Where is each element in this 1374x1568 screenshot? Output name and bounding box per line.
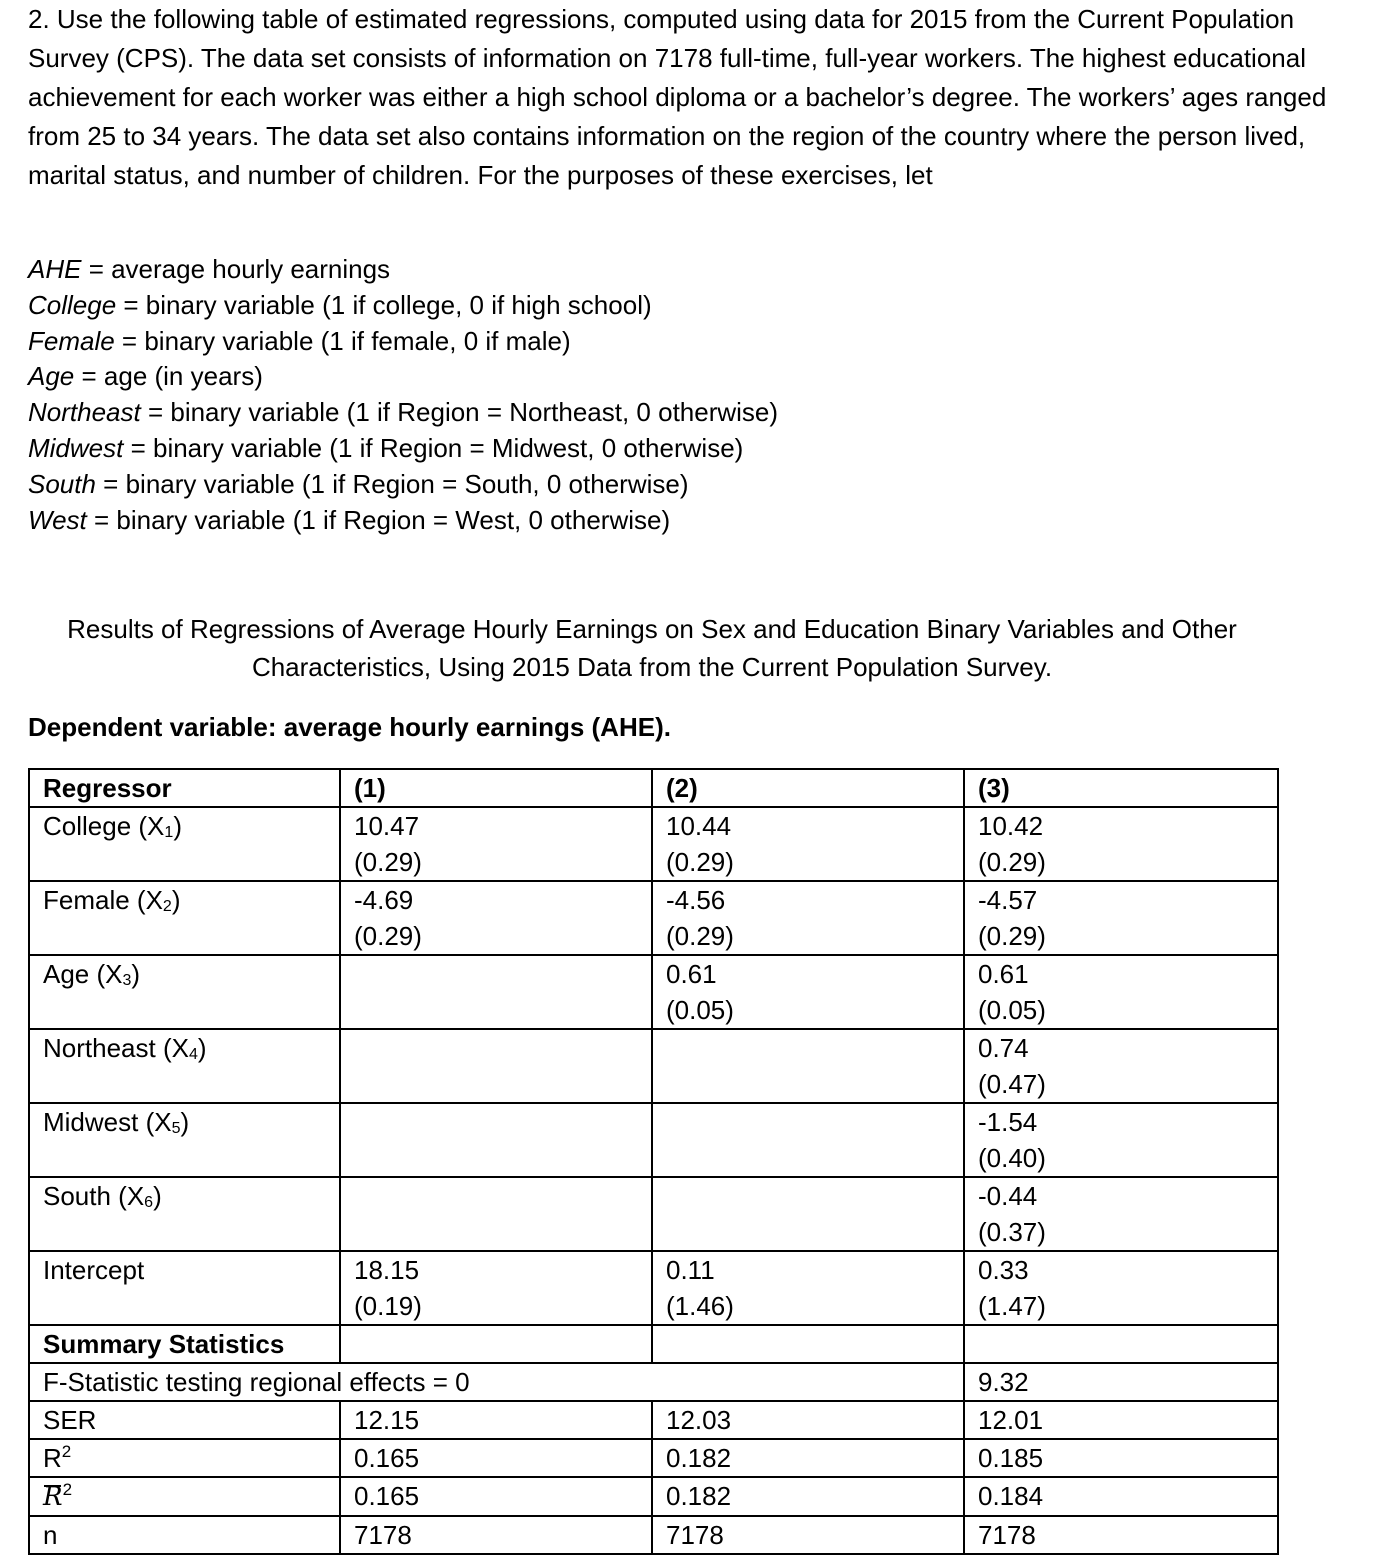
table-row — [29, 1103, 1278, 1177]
definition-ahe: AHE = average hourly earnings — [28, 254, 391, 284]
cell: 10.44 (0.29) — [652, 807, 964, 881]
table-row — [29, 1251, 1278, 1325]
adjusted-r2-row — [29, 1477, 1278, 1516]
cell: -4.57 (0.29) — [964, 881, 1278, 955]
cell — [340, 955, 652, 1029]
header-regressor: Regressor — [29, 769, 340, 807]
f-statistic-value: 9.32 — [964, 1363, 1278, 1401]
variable-definitions — [28, 252, 1348, 538]
summary-statistics-label: Summary Statistics — [29, 1325, 340, 1363]
cell: -1.54 (0.40) — [964, 1103, 1278, 1177]
table-row — [29, 881, 1278, 955]
cell — [964, 1325, 1278, 1363]
cell: 0.33 (1.47) — [964, 1251, 1278, 1325]
cell: 0.61 (0.05) — [964, 955, 1278, 1029]
table-row — [29, 1029, 1278, 1103]
header-col3: (3) — [964, 769, 1278, 807]
cell: 10.47 (0.29) — [340, 807, 652, 881]
cell — [652, 1103, 964, 1177]
n-row — [29, 1516, 1278, 1554]
cell: 0.74 (0.47) — [964, 1029, 1278, 1103]
cell — [340, 1177, 652, 1251]
header-col2: (2) — [652, 769, 964, 807]
cell — [652, 1325, 964, 1363]
adjusted-r2-label: $R^2$ — [29, 1477, 340, 1516]
ser-label: SER — [29, 1401, 340, 1439]
definition-age: Age = age (in years) — [28, 361, 263, 392]
summary-header-row — [29, 1325, 1278, 1363]
ser-row — [29, 1401, 1278, 1439]
cell: 0.185 — [964, 1439, 1278, 1477]
table-row — [29, 807, 1278, 881]
table-row — [29, 1177, 1278, 1251]
definition-northeast: Northeast = binary variable (1 if Region = Northeast, 0 otherwise) — [28, 397, 779, 428]
cell — [340, 1029, 652, 1103]
cell: 0.184 — [964, 1477, 1278, 1516]
cell: 12.01 — [964, 1401, 1278, 1439]
definition-midwest: Midwest = binary variable (1 if Region = Midwest, 0 otherwise) — [28, 432, 744, 463]
cell: -4.69 (0.29) — [340, 881, 652, 955]
definition-south: South = binary variable (1 if Region = South, 0 otherwise) — [28, 468, 689, 499]
definition-college: College = binary variable (1 if college, 0 if high school) — [28, 289, 652, 320]
table-caption: Results of Regressions of Average Hourly Earnings on Sex and Education Binary Variables and Other Characteristics, Using 2015 Data from the Current Population Survey. — [67, 614, 1237, 682]
definition-female: Female = binary variable (1 if female, 0 if male) — [28, 325, 571, 356]
header-col1: (1) — [340, 769, 652, 807]
row-label: College $(X_1)$ — [29, 807, 340, 881]
cell: 7178 — [340, 1516, 652, 1554]
f-statistic-row — [29, 1363, 1278, 1401]
cell: 7178 — [964, 1516, 1278, 1554]
row-label: Intercept — [29, 1251, 340, 1325]
r2-label: $R^2$ — [29, 1439, 340, 1477]
row-label: South $(X_6)$ — [29, 1177, 340, 1251]
cell: -4.56 (0.29) — [652, 881, 964, 955]
cell: 0.182 — [652, 1477, 964, 1516]
table-row — [29, 955, 1278, 1029]
cell: 18.15 (0.19) — [340, 1251, 652, 1325]
cell: 7178 — [652, 1516, 964, 1554]
cell: 10.42 (0.29) — [964, 807, 1278, 881]
cell — [652, 1177, 964, 1251]
cell: 0.182 — [652, 1439, 964, 1477]
n-label: n — [29, 1516, 340, 1554]
cell: 0.11 (1.46) — [652, 1251, 964, 1325]
cell: 0.61 (0.05) — [652, 955, 964, 1029]
table-header-row — [29, 769, 1278, 807]
cell: 0.165 — [340, 1439, 652, 1477]
regression-table — [28, 768, 1279, 1555]
question-intro: 2. Use the following table of estimated regressions, computed using data for 2015 from the Current Population Survey (CPS). The data set consists of information on 7178 full-time, full-year workers. The highest educational achievement for each worker was either a high school diploma or a bachelor’s degree. The workers’ ages ranged from 25 to 34 years. The data set also contains information on the region of the country where the person lived, marital status, and number of children. For the purposes of these exercises, let — [28, 4, 1327, 190]
cell: 12.15 — [340, 1401, 652, 1439]
definition-west: West = binary variable (1 if Region = West, 0 otherwise) — [28, 504, 671, 535]
cell — [340, 1325, 652, 1363]
row-label: Female $(X_2)$ — [29, 881, 340, 955]
row-label: Northeast $(X_4)$ — [29, 1029, 340, 1103]
cell — [340, 1103, 652, 1177]
cell: -0.44 (0.37) — [964, 1177, 1278, 1251]
f-statistic-label: F-Statistic testing regional effects = 0 — [29, 1363, 964, 1401]
cell: 0.165 — [340, 1477, 652, 1516]
cell — [652, 1029, 964, 1103]
row-label: Age $(X_3)$ — [29, 955, 340, 1029]
row-label: Midwest $(X_5)$ — [29, 1103, 340, 1177]
cell: 12.03 — [652, 1401, 964, 1439]
r2-row — [29, 1439, 1278, 1477]
dependent-variable-heading: Dependent variable: average hourly earnings (AHE). — [28, 712, 671, 742]
